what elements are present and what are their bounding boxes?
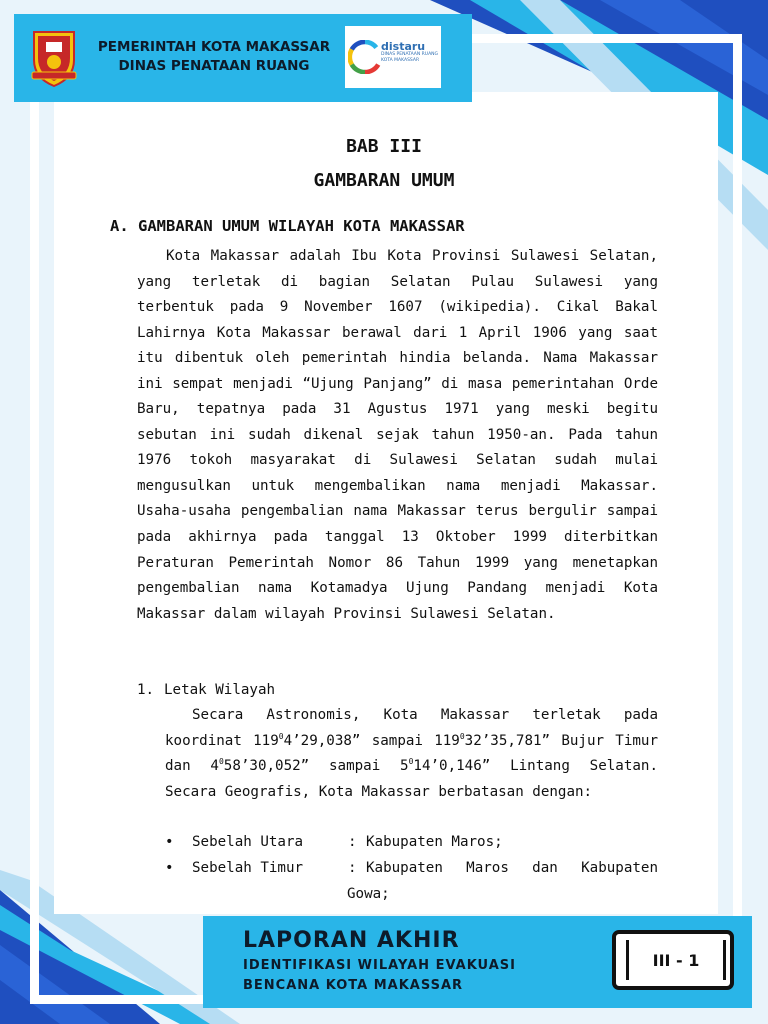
logo-sub1: DINAS PENATAAN RUANG (381, 52, 439, 57)
coord-text-1: Secara Astronomis, Kota Makassar terletak pada koordinat 119 (165, 707, 658, 749)
coord-text-4: 58’30,052” sampai 5 (223, 758, 409, 775)
subsection-paragraph (165, 703, 658, 805)
subsection-heading (137, 678, 275, 703)
section-paragraph-text: Kota Makassar adalah Ibu Kota Provinsi Sulawesi Selatan, yang terletak di bagian Selatan Pulau Sulawesi yang terbentuk pada 9 November 1607 (wikipedia). Cikal Bakal Lahirnya Kota Makassar berawal dari 1 April 1906 yang saat itu dibentuk oleh pemerintah hindia belanda. Nama Makassar ini sempat menjadi “Ujung Panjang” di masa pemerintahan Orde Baru, tepatnya pada 31 Agustus 1971 yang meski begitu sebutan ini sudah dikenal sejak tahun 1950-an. Pada tahun 1976 tokoh masyarakat di Sulawesi Selatan sudah mulai mengusulkan untuk mengembalikan nama menjadi Makassar. Usaha-usaha pengembalian nama Makassar terus bergulir sampai pada akhirnya pada tanggal 13 Oktober 1999 diterbitkan Peraturan Pemerintah Nomor 86 Tahun 1999 yang menetapkan pengembalian nama Kotamadya Ujung Pandang menjadi Kota Makassar dalam wilayah Provinsi Sulawesi Selatan. (137, 248, 658, 622)
border-colon: : (348, 860, 357, 876)
header-org-line2: DINAS PENATAAN RUANG (118, 58, 310, 74)
list-item (165, 829, 658, 855)
coord-text-2: 4’29,038” sampai 119 (283, 732, 460, 749)
border-colon: : (348, 834, 357, 850)
logo-sub2: KOTA MAKASSAR (381, 58, 420, 63)
chapter-number: BAB III (346, 136, 422, 157)
page-number-box (612, 930, 734, 990)
border-value: Kabupaten Maros dan Kabupaten (366, 860, 658, 876)
distaru-logo (345, 26, 441, 88)
border-value-continued: Gowa; (347, 886, 390, 902)
bullet-icon: • (165, 834, 174, 850)
subsection-title: Letak Wilayah (164, 682, 276, 698)
footer-subtitle-line2: BENCANA KOTA MAKASSAR (243, 978, 464, 993)
coord-text-3: 32’35,781” Bujur Timur dan 4 (165, 732, 658, 775)
footer-subtitle (243, 956, 516, 996)
header-org-line1: PEMERINTAH KOTA MAKASSAR (97, 39, 331, 55)
subsection-number: 1. (137, 682, 155, 698)
page-number: III - 1 (626, 940, 726, 980)
chapter-title: GAMBARAN UMUM (313, 170, 455, 191)
logo-title: distaru (381, 40, 426, 53)
border-label: Sebelah Utara (192, 834, 304, 850)
border-value: Kabupaten Maros; (366, 834, 503, 850)
header-organization (94, 38, 334, 76)
list-item (165, 855, 658, 907)
coord-text-5: 14’0,146” Lintang Selatan. Secara Geografis, Kota Makassar berbatasan dengan: (165, 758, 658, 800)
footer-subtitle-line1: IDENTIFIKASI WILAYAH EVAKUASI (243, 958, 516, 973)
degree-sup-2: 0 (459, 731, 465, 741)
border-label: Sebelah Timur (192, 860, 304, 876)
distaru-ring-icon (348, 40, 382, 74)
degree-sup-3: 0 (218, 757, 224, 767)
degree-sup-4: 0 (408, 757, 414, 767)
section-title: GAMBARAN UMUM WILAYAH KOTA MAKASSAR (138, 217, 465, 235)
border-list (165, 829, 658, 907)
footer-title: LAPORAN AKHIR (243, 928, 460, 953)
city-crest-icon (28, 26, 80, 88)
section-number: A. (110, 217, 129, 235)
degree-sup-1: 0 (278, 731, 284, 741)
bullet-icon: • (165, 860, 174, 876)
section-paragraph (137, 244, 658, 627)
section-heading (110, 217, 465, 235)
